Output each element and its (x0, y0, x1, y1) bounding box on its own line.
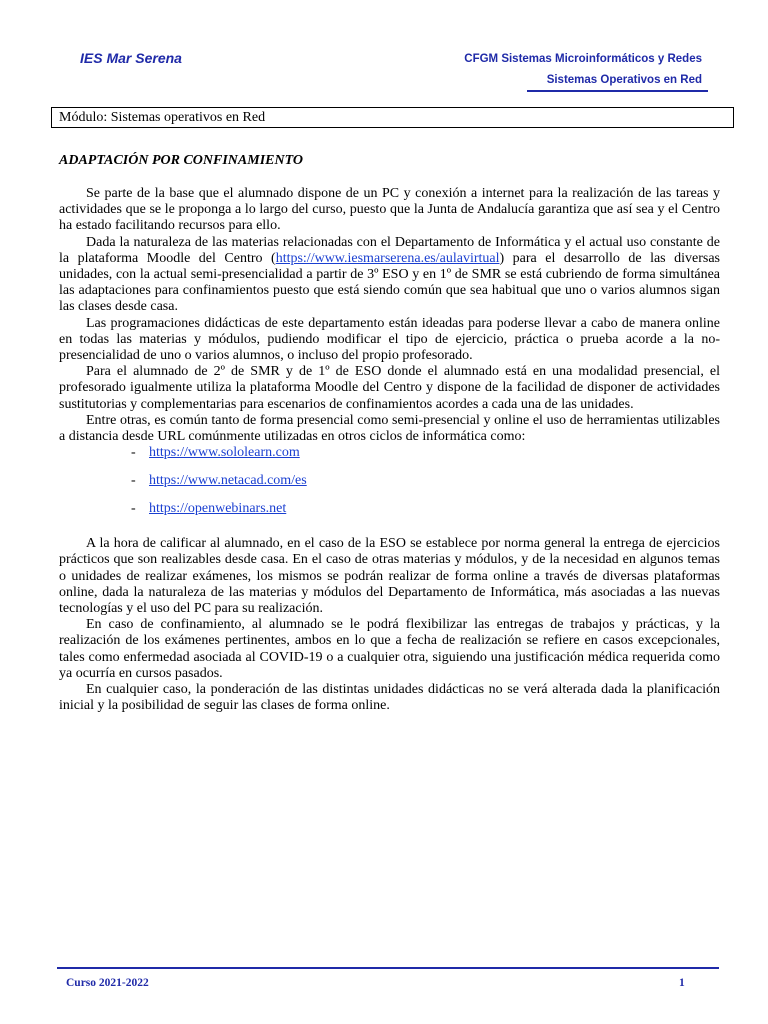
header-divider (527, 90, 708, 92)
paragraph-2-end: ) para el desarrollo de las diversas unidades, con la actual semi-presencialidad a partir de 3º ESO y en 1º de SMR se está cubriendo de forma simultánea las adaptaciones para confinamientos puesto que está siendo común que sea habitual que uno o varios alumnos sigan las clases desde casa. (59, 250, 720, 315)
paragraph-8: En cualquier caso, la ponderación de las distintas unidades didácticas no se verá alterada dada la planificación inicial y la posibilidad de seguir las clases de forma online. (59, 682, 720, 714)
netacad-link[interactable]: https://www.netacad.com/es (149, 473, 307, 489)
footer-divider (57, 967, 719, 969)
subject-name: Sistemas Operativos en Red (546, 74, 702, 86)
paragraph-3: Las programaciones didácticas de este departamento están ideadas para poderse llevar a cabo de manera online en todas las materias y módulos, pudiendo modificar el tipo de ejercicio, práctica o prueba acorde a la no-presencialidad de uno o varios alumnos, o incluso del propio profesorado. (59, 315, 720, 364)
paragraph-4: Para el alumnado de 2º de SMR y de 1º de ESO donde el alumnado está en una modalidad presencial, el profesorado igualmente utiliza la plataforma Moodle del Centro y dispone de la facilidad de disponer de actividades sustitutorias y complementarias para escenarios de confinamientos acordes a cada una de las unidades. (59, 364, 720, 412)
paragraph-5: Entre otras, es común tanto de forma presencial como semi-presencial y online el uso de herramientas utilizables a distancia desde URL comúnmente utilizadas en otros ciclos de informática como: (59, 412, 720, 445)
openwebinars-link[interactable]: https://openwebinars.net (149, 501, 287, 517)
paragraph-2 (59, 235, 720, 316)
module-label: Módulo: Sistemas operativos en Red (59, 110, 266, 125)
school-name: IES Mar Serena (80, 50, 182, 66)
document-body (59, 186, 720, 714)
paragraph-1: Se parte de la base que el alumnado dispone de un PC y conexión a internet para la realización de las tareas y actividades que se le proponga a lo largo del curso, puesto que la Junta de Andalucía garantiza que así sea y el Centro ha estado facilitando recursos para ello. (59, 186, 720, 234)
module-label-box (51, 107, 734, 128)
paragraph-2-start: Dada la naturaleza de las materias relacionadas con el Departamento de Informática y el actual uso constante de la plataforma Moodle del Centro ( (59, 234, 720, 266)
sololearn-link[interactable]: https://www.sololearn.com (149, 445, 300, 461)
list-item (59, 473, 720, 489)
course-label: Curso 2021-2022 (66, 977, 149, 989)
paragraph-6: A la hora de calificar al alumnado, en el caso de la ESO se establece por norma general la entrega de ejercicios prácticos que son realizables desde casa. En el caso de otras materias y módulos, y de la necesidad en algunos temas o unidades de realizar exámenes, los mismos se podrán realizar de forma online a través de diversas plataformas online, dada la naturaleza de las materias y módulos del Departamento de Informática, más asociadas a las nuevas tecnologías y el uso del PC para su realización. (59, 536, 720, 617)
list-item (59, 501, 720, 517)
aulavirtual-link[interactable]: https://www.iesmarserena.es/aulavirtual (275, 250, 500, 266)
paragraph-7: En caso de confinamiento, al alumnado se le podrá flexibilizar las entregas de trabajos y prácticas, y la realización de los exámenes pertinentes, ambos en lo que a fecha de realización se refiere en casos excepcionales, tales como enfermedad asociada al COVID-19 o a cualquier otra, siguiendo una justificación médica requerida como ya ocurría en cursos pasados. (59, 617, 720, 681)
list-dash: - (131, 473, 136, 489)
list-dash: - (131, 501, 136, 517)
list-item (59, 445, 720, 461)
section-title: ADAPTACIÓN POR CONFINAMIENTO (59, 153, 304, 168)
cycle-name: CFGM Sistemas Microinformáticos y Redes (464, 53, 702, 65)
page-number: 1 (679, 977, 685, 989)
list-dash: - (131, 445, 136, 461)
